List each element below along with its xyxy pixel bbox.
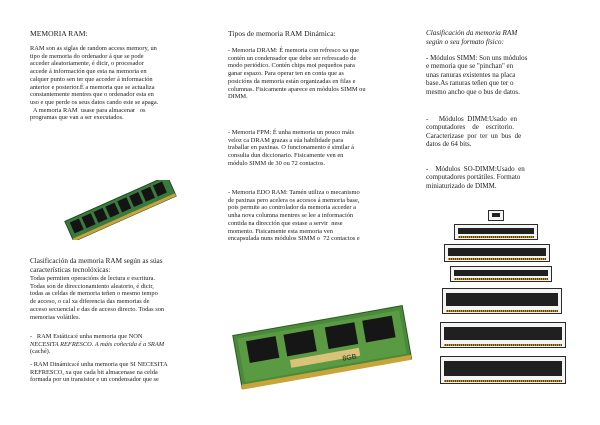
text-line: módulo SIMM de 30 ou 72 contactos. [228,159,326,167]
text-line: veloz ca DRAM grazas a súa habilidade para [228,136,344,144]
text-line: traballar en paxinas. O funcionamento é similar á [228,144,354,152]
text-line: columnas. Fisicamente aparece en módulos SIMM ou [228,85,366,93]
text-line: REFRESCO, xa que cada bit almacenase na celda [30,368,158,376]
text-line: momento. Fisicamente esta memoria ven [228,227,333,235]
text-line: RAM son as siglas de random access memory, un [30,45,157,52]
tipos-dinamica-title: Tipos de memoria RAM Dinámica: [228,29,336,38]
text-line: computadores portátiles. Formato [426,173,521,182]
text-line: posicións da memoria están organizadas en filas e [228,77,356,85]
dimm-module-image [450,266,552,282]
text-line: computadores de escritorio. [426,123,515,132]
text-line: Todas son de direccionamiento aleatorio, é dicir, [30,282,154,290]
text-line: Caracterizase por ter un bus de [426,131,522,140]
text-line: - Módulos SIMM: Son uns módulos [426,54,528,62]
column-1 [30,0,220,425]
dimm-paragraph [426,115,574,149]
text-line: pois permite ao controlador da memoria acceder a [228,204,356,212]
simm72-module-image [444,244,550,262]
text-line: calquer punto sen ter que acceder á información [30,75,153,83]
clasificacion-text [30,275,220,321]
text-line: miniaturizado de DIMM. [426,181,497,190]
text-line: constantemente mentres que o ordenador esta en [30,91,154,99]
dram-paragraph [228,47,418,101]
clasificacion-heading [30,257,220,274]
rambus-module-image [440,356,566,384]
sodimm-paragraph [426,165,574,190]
text-line: datos de 64 bits. [426,140,472,149]
formato-fisico-title [426,29,574,46]
text-line: contida na dirección que estase a servir nese [228,219,343,227]
text-line: (caché). [30,348,51,356]
text-line: modo periódico. Contén chips moi pequeños para [228,62,355,70]
text-line: uso e que perde os seus datos cando este se apaga. [30,98,159,106]
ram-dinamica-text [30,361,220,384]
text-line: acceso secuencial e das de acceso directo. Todas son [30,305,165,313]
text-line: - Módulos DIMM:Usado en [426,115,517,123]
text-line: e memoria que se "pinchan" en [426,62,514,71]
simm-paragraph [426,54,574,96]
text-line: de paxinas pero acelera os accesos á memoria base, [228,196,360,204]
memory-chip-image [488,210,504,221]
text-line: - RAM Estática:é unha memoria que NON [30,333,143,340]
fpm-paragraph [228,129,418,168]
sodimm-module-image [228,302,418,390]
text-line: NECESITA REFRESCO. A máis coñecida é a SRAM [30,340,165,348]
text-line: acceder aleatoriamente, é dicir, o procesador [30,60,144,68]
ram-module-image [55,180,185,240]
text-line: - Memoria EDO RAM: Tamén utiliza o mecanismo [228,189,360,196]
text-line: formada por un transistor e un condensador que se [30,376,159,384]
text-line: base.As ranuras teñen que ter o [426,79,514,88]
text-line: tipo de memoria do ordenador á que se pode [30,52,144,60]
text-line: de acceso, o cal xa diferencia das memorias de [30,298,150,306]
text-line: - Memoria FPM: É unha memoria un pouco máis [228,129,355,136]
sdram-module-image [442,288,562,314]
text-line: Todas permiten operacións de lectura e escritura. [30,275,156,282]
text-line: - Módulos SO-DIMM:Usado en [426,165,525,173]
text-line: contén un condensador que debe ser refrescado de [228,54,357,62]
ddr-module-image [440,322,566,348]
sodimm-label: 8GB [341,353,358,363]
ram-stick-illustration [55,180,185,240]
memory-modules-collage [440,208,570,398]
text-line: unha nova columna mentres se lee a información [228,212,354,220]
text-line: DIMM. [228,93,248,101]
text-line: Clasificación da memoria RAM según as súas [30,257,163,265]
text-line: - Memoria DRAM: É memoria con refresco xa que [228,47,359,54]
text-line: unas ranuras existentes na placa [426,70,516,79]
text-line: encapsulada nuns módulos SIMM o 72 contactos e [228,235,360,243]
text-line: A memoria RAM usase para almacenar os [30,106,146,114]
column-3 [426,0,574,425]
sodimm-illustration [228,302,418,390]
text-line: según o seu formato físico: [426,37,504,46]
text-line: accede á información que esta na memoria en [30,68,147,76]
text-line: consulta dun diccionario. Fisicamente ven en [228,152,344,160]
text-line: memorias volátiles. [30,313,81,321]
text-line: Clasificación da memoria RAM [426,29,518,37]
column-2 [228,0,418,425]
intro-paragraph [30,45,220,122]
text-line: - RAM Dinámica:é unha memoria que SI NECESITA [30,361,168,368]
edo-paragraph [228,189,418,243]
text-line: ganar espazo. Para operar ten en conta que as [228,70,344,78]
ram-estatica-text [30,333,220,356]
text-line: características tecnolóxicas: [30,265,111,274]
text-line: todas as celdas de memoria teñen o mesmo tempo [30,290,158,298]
simm30-module-image [454,224,538,240]
text-line: anterior e posterior.É a memoria que se actualiza [30,83,155,91]
text-line: programas que van a ser executados. [30,114,124,122]
memoria-ram-title: MEMORIA RAM: [30,29,88,38]
text-line: mesmo ancho que o bus de datos. [426,87,520,96]
